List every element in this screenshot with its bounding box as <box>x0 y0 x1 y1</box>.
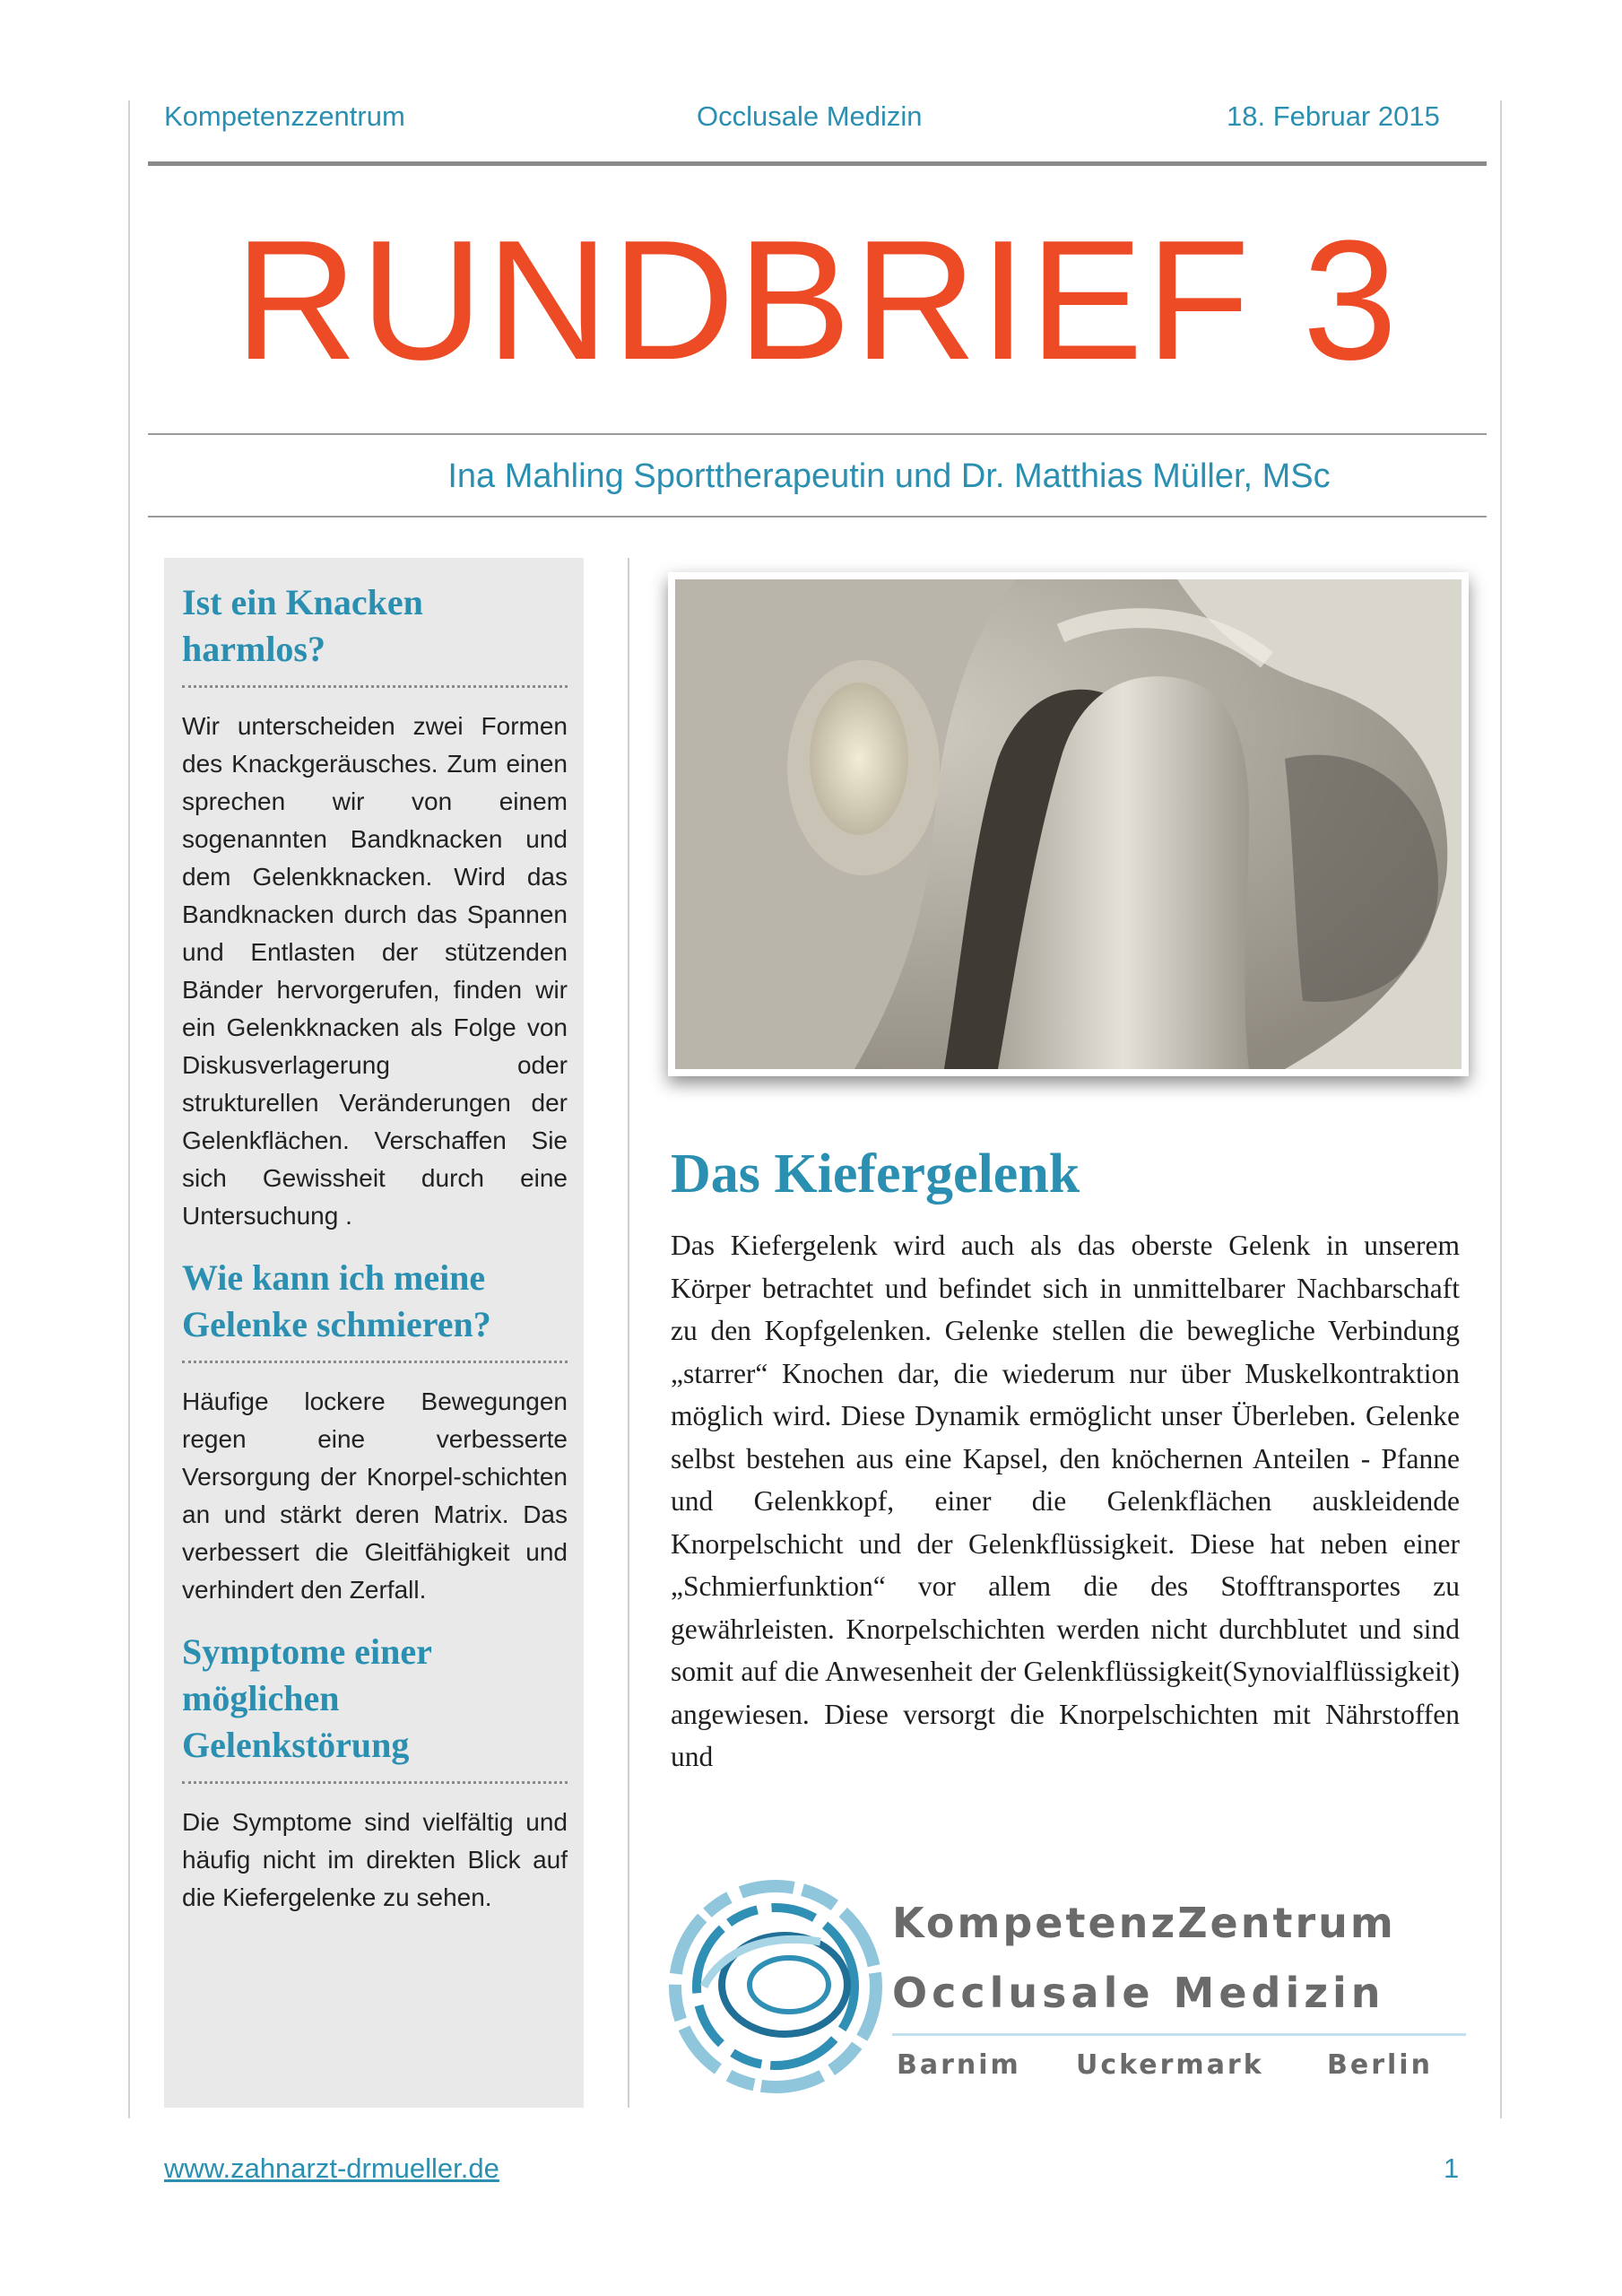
logo-barnim: Barnim <box>897 2049 1021 2081</box>
logo-berlin: Berlin <box>1327 2049 1433 2081</box>
authors-rule <box>148 516 1487 517</box>
right-margin-line <box>1500 100 1502 2118</box>
authors-line: Ina Mahling Sporttherapeutin und Dr. Matthias Müller, MSc <box>447 457 1331 495</box>
page-title: RUNDBRIEF 3 <box>234 205 1401 396</box>
logo-line-1: KompetenzZentrum <box>892 1899 1396 1947</box>
dotted-divider <box>182 685 568 688</box>
sidebar-heading-schmieren: Wie kann ich meine Gelenke schmieren? <box>182 1257 491 1344</box>
sidebar-text-symptome: Die Symptome sind vielfältig und häufig nicht im direkten Blick auf die Kiefergelenke zu sehen. <box>182 1808 568 1911</box>
dotted-divider <box>182 1781 568 1784</box>
header-center: Occlusale Medizin <box>697 100 923 132</box>
sidebar-text-schmieren: Häufige lockere Bewegungen regen eine verbesserte Versorgung der Knorpel-schichten an und stärkt deren Matrix. Das verbessert die Gleitfähigkeit und verhindert den Zerfall. <box>182 1387 568 1604</box>
header-left: Kompetenzzentrum <box>164 100 405 132</box>
photo-frame <box>668 572 1469 1076</box>
title-rule <box>148 433 1487 435</box>
sidebar-heading-knacken: Ist ein Knacken harmlos? <box>182 582 423 669</box>
column-divider <box>628 558 629 2108</box>
logo <box>668 1879 1475 2103</box>
logo-rule <box>892 2033 1466 2036</box>
sidebar-heading-symptome: Symptome einer möglichen Gelenkstörung <box>182 1631 432 1765</box>
page-number: 1 <box>1444 2152 1460 2184</box>
dotted-divider <box>182 1361 568 1363</box>
header-rule <box>148 161 1487 166</box>
left-margin-line <box>128 100 130 2118</box>
sidebar-text-knacken: Wir unterscheiden zwei Formen des Knackgeräusches. Zum einen sprechen wir von einem sogenannten Bandknacken und dem Gelenkknacken. Wird das Bandknacken durch das Spannen und Entlasten der stützenden Bänder hervorgerufen, finden wir ein Gelenkknacken als Folge von Diskusverlagerung oder strukturellen Veränderungen der Gelenkflächen. Verschaffen Sie sich Gewissheit durch eine Untersuchung . <box>182 712 568 1230</box>
logo-uckermark: Uckermark <box>1076 2049 1264 2081</box>
article-body: Das Kiefergelenk wird auch als das oberste Gelenk in unserem Körper betrachtet und befindet sich in unmittelbarer Nachbarschaft zu den Kopfgelenken. Gelenke stellen die bewegliche Verbindung „starrer“ Knochen dar, die wiederum nur über Muskelkontraktion möglich wird. Diese Dynamik ermöglicht unser Überleben. Gelenke selbst bestehen aus eine Kapsel, den knöchernen Anteilen - Pfanne und Gelenkkopf, einer die Gelenkflächen auskleidende Knorpelschicht und der Gelenkflüssigkeit. Diese hat neben einer „Schmierfunktion“ vor allem die des Stofftransportes zu gewährleisten. Knorpelschichten werden nicht durchblutet und sind somit auf die Anwesenheit der Gelenkflüssigkeit(Synovialflüssigkeit) angewiesen. Diese versorgt die Knorpelschichten mit Nährstoffen und <box>671 1230 1460 1772</box>
logo-circle-emblem-icon <box>668 1879 892 2103</box>
sidebar <box>164 558 584 2108</box>
jaw-model-photo-icon <box>675 579 1462 1069</box>
header-date: 18. Februar 2015 <box>1227 100 1440 132</box>
logo-line-2: Occlusale Medizin <box>892 1969 1385 2017</box>
article-heading: Das Kiefergelenk <box>671 1144 1080 1205</box>
website-link[interactable]: www.zahnarzt-drmueller.de <box>164 2152 499 2184</box>
